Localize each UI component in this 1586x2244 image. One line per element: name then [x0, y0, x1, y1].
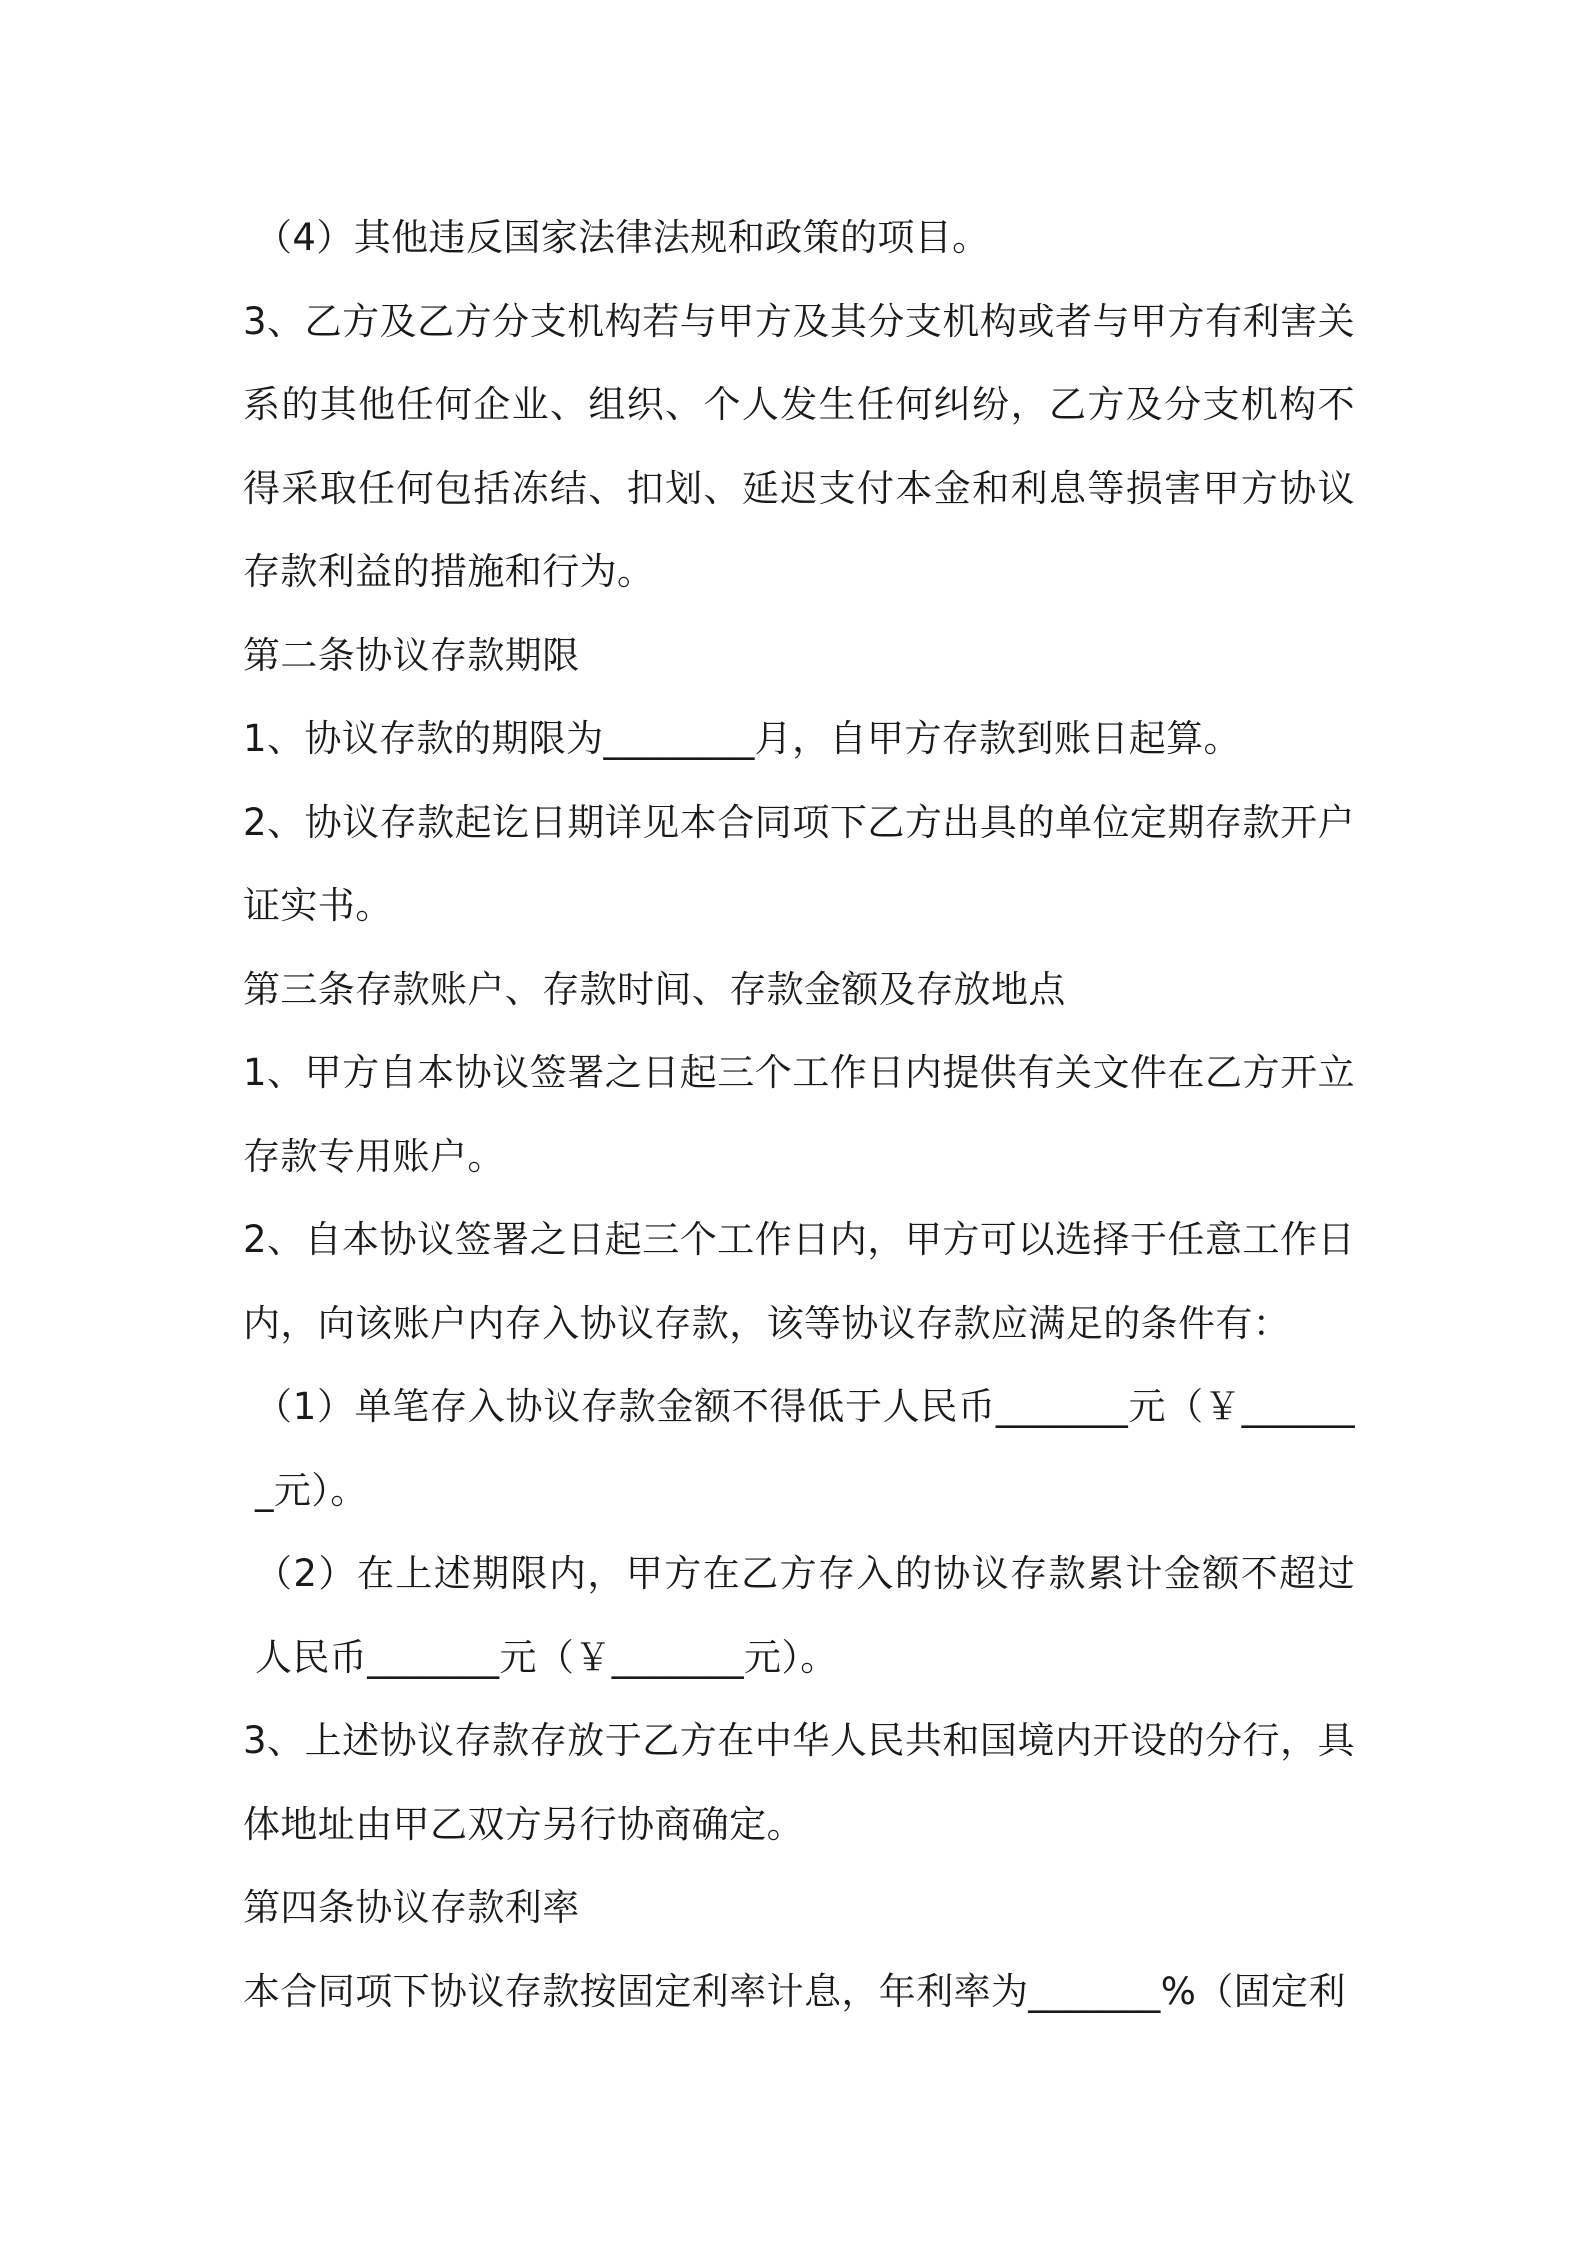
article-3-heading: 第三条存款账户、存款时间、存款金额及存放地点 [243, 967, 1066, 1011]
article-3-clause-2: 2、自本协议签署之日起三个工作日内，甲方可以选择于任意工作日内，向该账户内存入协议存款，该等协议存款应满足的条件有： [243, 1218, 1355, 1345]
article-3-item-2: （2）在上述期限内，甲方在乙方存入的协议存款累计金额不超过人民币_______元（￥_______元）。 [255, 1552, 1355, 1679]
document-body [243, 196, 1355, 2033]
article-4-heading: 第四条协议存款利率 [243, 1886, 580, 1929]
article-2-clause-2: 2、协议存款起讫日期详见本合同项下乙方出具的单位定期存款开户证实书。 [243, 800, 1355, 927]
article-3-clause-3: 3、上述协议存款存放于乙方在中华人民共和国境内开设的分行，具体地址由甲乙双方另行协商确定。 [243, 1719, 1355, 1846]
article-4-interest-rate: 本合同项下协议存款按固定利率计息，年利率为_______%（固定利 [243, 1969, 1346, 2013]
clause-item-4: （4）其他违反国家法律法规和政策的项目。 [255, 216, 990, 259]
article-2-clause-1: 1、协议存款的期限为________月，自甲方存款到账日起算。 [243, 717, 1241, 760]
article-3-item-1: （1）单笔存入协议存款金额不得低于人民币_______元（￥_______元）。 [255, 1385, 1355, 1512]
article-2-heading: 第二条协议存款期限 [243, 633, 580, 677]
clause-3-dispute: 3、乙方及乙方分支机构若与甲方及其分支机构或者与甲方有利害关系的其他任何企业、组织、个人发生任何纠纷，乙方及分支机构不得采取任何包括冻结、扣划、延迟支付本金和利息等损害甲方协议存款利益的措施和行为。 [243, 299, 1355, 593]
article-3-clause-1: 1、甲方自本协议签署之日起三个工作日内提供有关文件在乙方开立存款专用账户。 [243, 1051, 1355, 1178]
